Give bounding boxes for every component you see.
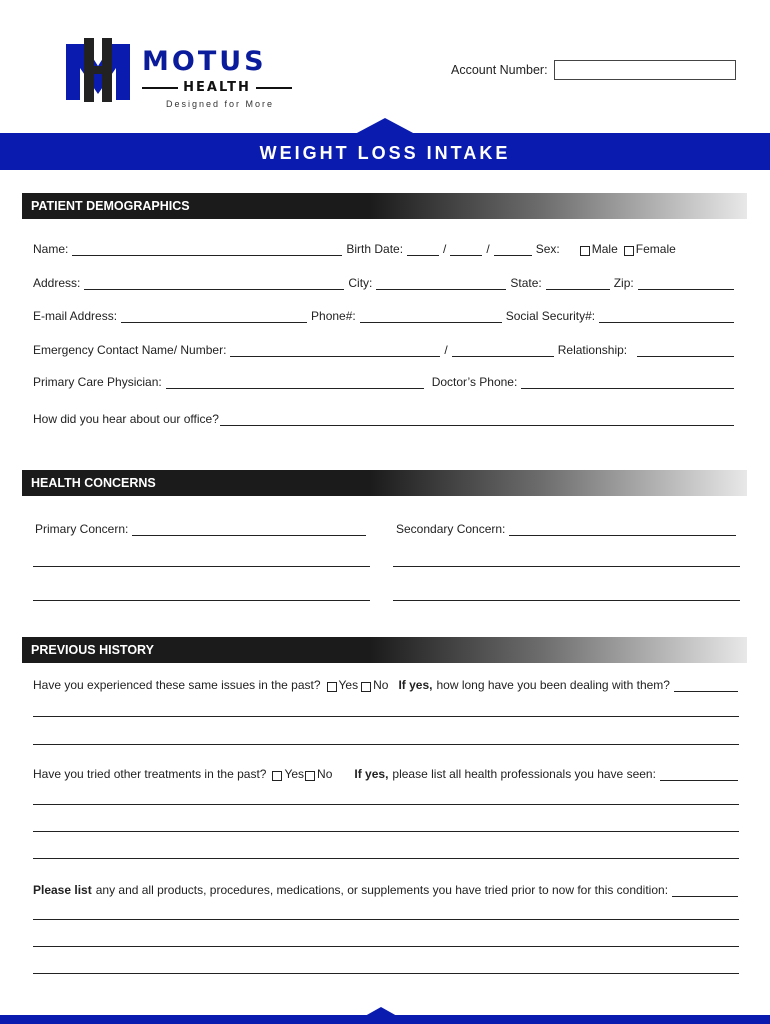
zip-input[interactable] <box>638 279 734 290</box>
q3-line-3[interactable] <box>33 946 739 947</box>
q1-line-3[interactable] <box>33 744 739 745</box>
state-input[interactable] <box>546 279 610 290</box>
row-q2 <box>33 765 738 781</box>
title-notch <box>355 118 415 134</box>
form-title: WEIGHT LOSS INTAKE <box>259 143 511 163</box>
q1-if-yes: If yes, <box>398 678 433 692</box>
primary-concern-line-2[interactable] <box>33 566 370 567</box>
doctor-phone-label: Doctor’s Phone: <box>431 375 518 389</box>
q1-follow-label: how long have you been dealing with them? <box>436 678 670 692</box>
account-number-label: Account Number: <box>451 63 548 77</box>
q1-no-label: No <box>373 678 389 692</box>
q2-input[interactable] <box>660 770 738 781</box>
q2-line-3[interactable] <box>33 831 739 832</box>
row-contact <box>33 307 738 323</box>
row-name <box>33 240 738 256</box>
q2-label: Have you tried other treatments in the past? <box>33 767 267 781</box>
row-q1 <box>33 676 738 692</box>
q1-no-checkbox[interactable] <box>361 682 371 692</box>
relationship-input[interactable] <box>637 346 734 357</box>
doctor-phone-input[interactable] <box>521 378 734 389</box>
slash: / <box>444 343 448 357</box>
q3-line-4[interactable] <box>33 973 739 974</box>
q2-if-yes: If yes, <box>354 767 389 781</box>
male-label: Male <box>591 242 618 256</box>
name-label: Name: <box>33 242 69 256</box>
zip-label: Zip: <box>613 276 634 290</box>
q2-line-2[interactable] <box>33 804 739 805</box>
male-checkbox[interactable] <box>580 246 590 256</box>
q1-yes-checkbox[interactable] <box>327 682 337 692</box>
emergency-name-input[interactable] <box>230 346 440 357</box>
section-patient-demographics: PATIENT DEMOGRAPHICS <box>22 193 747 219</box>
emergency-number-input[interactable] <box>452 346 554 357</box>
row-address <box>33 274 738 290</box>
row-primary-concern <box>35 520 370 536</box>
primary-concern-line-3[interactable] <box>33 600 370 601</box>
female-label: Female <box>635 242 676 256</box>
birth-date-label: Birth Date: <box>346 242 404 256</box>
q2-yes-label: Yes <box>284 767 305 781</box>
name-input[interactable] <box>72 245 342 256</box>
city-label: City: <box>348 276 373 290</box>
account-number-input[interactable] <box>554 60 736 80</box>
q1-yes-label: Yes <box>338 678 359 692</box>
secondary-concern-line-3[interactable] <box>393 600 740 601</box>
address-input[interactable] <box>84 279 344 290</box>
female-checkbox[interactable] <box>624 246 634 256</box>
brand-tagline: Designed for More <box>166 99 275 109</box>
q3-please-list: Please list <box>33 883 92 897</box>
sex-label: Sex: <box>535 242 560 256</box>
motus-health-logo <box>62 38 292 109</box>
q2-line-4[interactable] <box>33 858 739 859</box>
relationship-label: Relationship: <box>557 343 628 357</box>
secondary-concern-input[interactable] <box>509 525 736 536</box>
phone-input[interactable] <box>360 312 502 323</box>
section-previous-history: PREVIOUS HISTORY <box>22 637 747 663</box>
email-input[interactable] <box>121 312 307 323</box>
birth-month-input[interactable] <box>407 245 439 256</box>
q1-label: Have you experienced these same issues in the past? <box>33 678 321 692</box>
q1-line-2[interactable] <box>33 716 739 717</box>
brand-rule-right <box>256 87 292 89</box>
q2-no-label: No <box>317 767 333 781</box>
q2-no-checkbox[interactable] <box>305 771 315 781</box>
brand-sub <box>142 80 292 95</box>
secondary-concern-label: Secondary Concern: <box>396 522 506 536</box>
state-label: State: <box>510 276 542 290</box>
brand-rule-left <box>142 87 178 89</box>
row-referral <box>33 410 738 426</box>
slash: / <box>443 242 447 256</box>
mh-monogram-icon <box>62 38 134 102</box>
primary-concern-label: Primary Concern: <box>35 522 129 536</box>
birth-year-input[interactable] <box>494 245 532 256</box>
hear-input[interactable] <box>220 415 734 426</box>
row-emergency <box>33 341 738 357</box>
footer-band <box>0 1015 770 1024</box>
phone-label: Phone#: <box>311 309 356 323</box>
q3-line-2[interactable] <box>33 919 739 920</box>
account-number-field <box>451 60 736 80</box>
q2-yes-checkbox[interactable] <box>272 771 282 781</box>
pcp-label: Primary Care Physician: <box>33 375 162 389</box>
q2-follow-label: please list all health professionals you have seen: <box>392 767 656 781</box>
q1-input[interactable] <box>674 681 738 692</box>
secondary-concern-line-2[interactable] <box>393 566 740 567</box>
row-physician <box>33 373 738 389</box>
section-health-concerns: HEALTH CONCERNS <box>22 470 747 496</box>
ssn-label: Social Security#: <box>505 309 596 323</box>
slash: / <box>486 242 490 256</box>
hear-label: How did you hear about our office? <box>33 412 219 426</box>
q3-input[interactable] <box>672 886 738 897</box>
q3-label: any and all products, procedures, medications, or supplements you have tried prior to now for this condition: <box>95 883 669 897</box>
row-q3 <box>33 881 738 897</box>
primary-concern-input[interactable] <box>132 525 366 536</box>
address-label: Address: <box>33 276 81 290</box>
pcp-input[interactable] <box>166 378 424 389</box>
birth-day-input[interactable] <box>450 245 482 256</box>
email-label: E-mail Address: <box>33 309 118 323</box>
emergency-label: Emergency Contact Name/ Number: <box>33 343 227 357</box>
city-input[interactable] <box>376 279 506 290</box>
ssn-input[interactable] <box>599 312 734 323</box>
brand-name: MOTUS <box>142 46 267 77</box>
brand-sub-text: HEALTH <box>183 80 251 95</box>
row-secondary-concern <box>396 520 740 536</box>
